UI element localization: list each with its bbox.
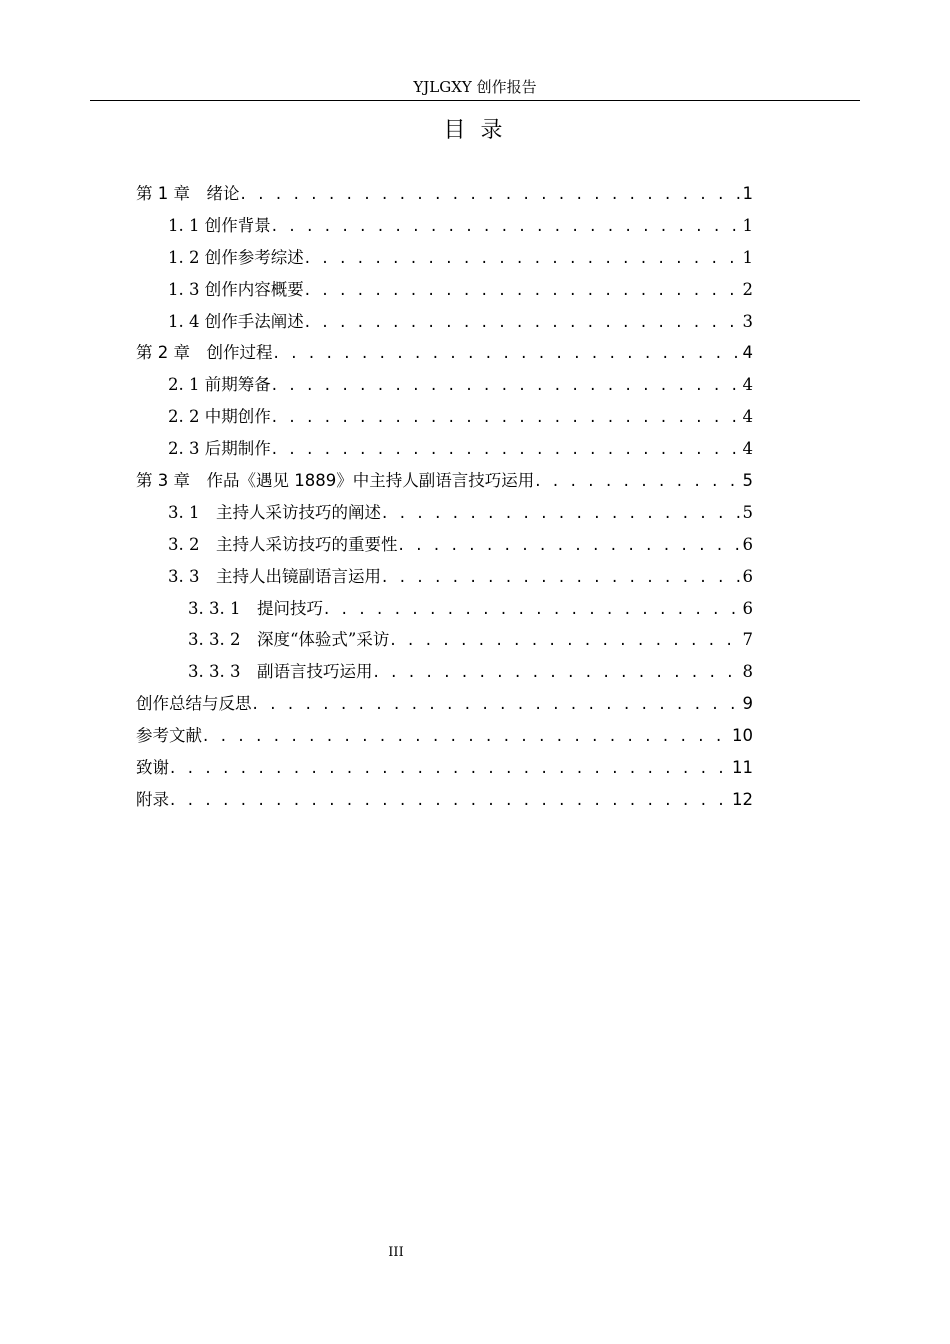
toc-leader-dots [272,401,741,433]
toc-entry-label: 1. 2 创作参考综述 [168,247,304,267]
toc-entry-label: 3. 3 主持人出镜副语言运用 [168,566,381,586]
page-number: III [388,1245,404,1260]
table-of-contents [136,178,753,816]
toc-leader-dots [274,337,741,369]
toc-entry-label: 3. 3. 3 副语言技巧运用 [188,662,373,682]
toc-entry-page: 10 [732,726,753,746]
toc-entry-page: 11 [732,758,753,778]
toc-leader-dots [272,210,741,242]
toc-leader-dots [535,465,740,497]
toc-entry-3-3-1[interactable] [136,593,753,625]
toc-entry-3-3-2[interactable] [136,624,753,656]
toc-entry-2-1[interactable] [136,369,753,401]
toc-entry-label: 致谢 [136,758,169,778]
toc-entry-1-1[interactable] [136,210,753,242]
toc-entry-page: 6 [742,534,753,554]
toc-entry-label: 3. 2 主持人采访技巧的重要性 [168,534,398,554]
toc-entry-chapter-2[interactable] [136,337,753,369]
toc-entry-page: 7 [742,630,753,650]
toc-leader-dots [382,497,741,529]
toc-leader-dots [305,306,741,338]
toc-entry-page: 3 [742,311,753,331]
toc-entry-chapter-1[interactable] [136,178,753,210]
toc-entry-page: 5 [742,471,753,491]
toc-entry-page: 4 [742,439,753,459]
toc-entry-1-4[interactable] [136,306,753,338]
toc-entry-label: 2. 3 后期制作 [168,439,271,459]
toc-entry-3-1[interactable] [136,497,753,529]
toc-entry-label: 第 3 章 作品《遇见 1889》中主持人副语言技巧运用 [136,471,535,491]
toc-leader-dots [272,433,741,465]
toc-leader-dots [253,688,741,720]
toc-entry-label: 参考文献 [136,726,202,746]
toc-leader-dots [305,242,741,274]
toc-entry-page: 2 [742,279,753,299]
toc-entry-3-3-3[interactable] [136,656,753,688]
toc-title: 目 录 [443,118,507,143]
running-header: YJLGXY 创作报告 [413,78,537,96]
toc-entry-1-3[interactable] [136,274,753,306]
toc-entry-label: 1. 4 创作手法阐述 [168,311,304,331]
toc-entry-label: 1. 1 创作背景 [168,215,271,235]
toc-entry-chapter-3[interactable] [136,465,753,497]
toc-entry-page: 4 [742,407,753,427]
toc-leader-dots [305,274,741,306]
toc-entry-page: 1 [742,215,753,235]
toc-entry-acknowledgements[interactable] [136,752,753,784]
toc-entry-page: 1 [742,184,753,203]
toc-entry-label: 1. 3 创作内容概要 [168,279,304,299]
toc-entry-label: 3. 3. 2 深度“体验式”采访 [188,630,390,650]
toc-entry-label: 3. 1 主持人采访技巧的阐述 [168,502,381,522]
toc-leader-dots [272,369,741,401]
toc-entry-label: 2. 2 中期创作 [168,407,271,427]
toc-entry-page: 6 [742,598,753,618]
toc-entry-label: 第 2 章 创作过程 [136,343,273,363]
toc-entry-page: 4 [742,343,753,363]
toc-leader-dots [399,529,741,561]
toc-entry-appendix[interactable] [136,784,753,816]
toc-entry-label: 2. 1 前期筹备 [168,375,271,395]
toc-entry-page: 9 [742,694,753,714]
toc-leader-dots [170,752,730,784]
toc-entry-references[interactable] [136,720,753,752]
toc-leader-dots [390,624,740,656]
toc-entry-summary[interactable] [136,688,753,720]
toc-entry-3-2[interactable] [136,529,753,561]
toc-entry-label: 3. 3. 1 提问技巧 [188,598,323,618]
toc-entry-page: 12 [732,789,753,809]
toc-leader-dots [203,720,730,752]
toc-entry-label: 创作总结与反思 [136,694,252,714]
toc-entry-page: 1 [742,247,753,267]
toc-entry-page: 5 [742,502,753,522]
toc-leader-dots [241,178,741,210]
toc-leader-dots [382,561,741,593]
toc-entry-page: 8 [742,662,753,682]
toc-entry-2-2[interactable] [136,401,753,433]
toc-entry-2-3[interactable] [136,433,753,465]
toc-entry-page: 6 [742,566,753,586]
toc-entry-label: 第 1 章 绪论 [136,184,240,203]
toc-entry-page: 4 [742,375,753,395]
toc-leader-dots [324,593,741,625]
toc-leader-dots [373,656,740,688]
header-rule [90,100,860,101]
toc-entry-1-2[interactable] [136,242,753,274]
toc-leader-dots [170,784,730,816]
toc-entry-3-3[interactable] [136,561,753,593]
toc-entry-label: 附录 [136,789,169,809]
